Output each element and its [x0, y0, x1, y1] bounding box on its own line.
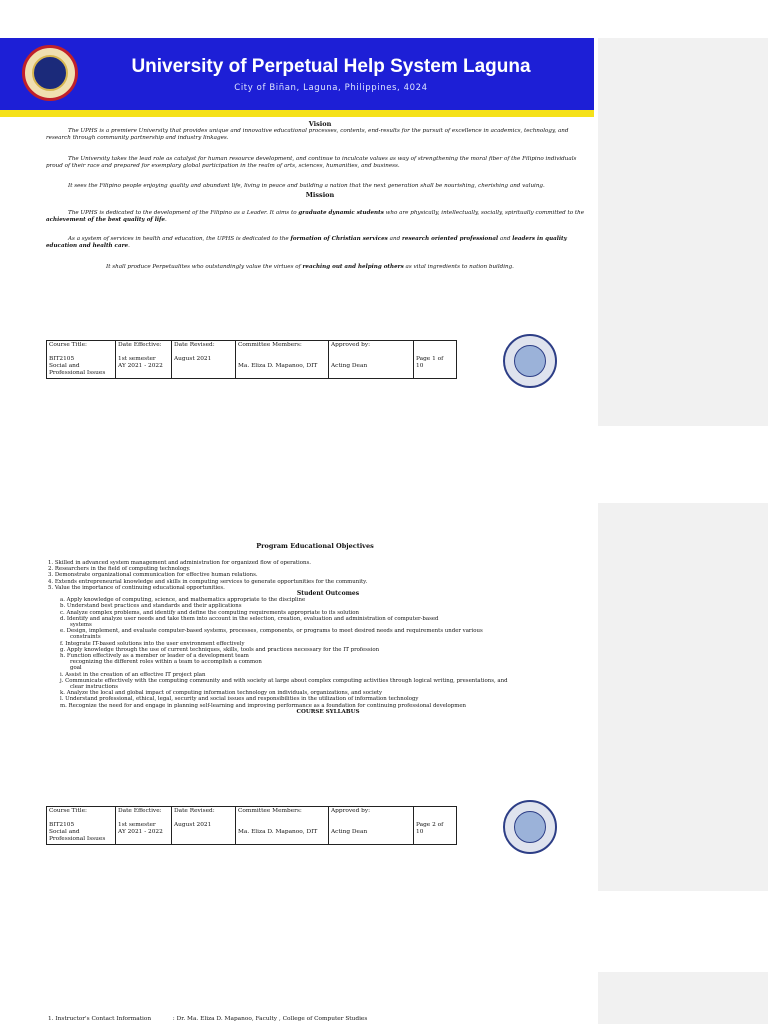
- instructor-contact-row: [48, 1016, 367, 1022]
- list-item: a. Apply knowledge of computing, science, and mathematics appropriate to the discipline: [60, 597, 306, 604]
- list-item: m. Recognize the need for and engage in planning self-learning and improving performance as a foundation for continuing professional developmen: [60, 702, 467, 709]
- list-item: 3. Demonstrate organizational communication for effective human relations.: [48, 572, 258, 579]
- list-item: goal: [70, 665, 82, 672]
- mission-paragraph-1: The UPHS is dedicated to the development of the Filipino as a Leader. It aims to graduate dynamic students who are physically, intellectually, socially, spiritually committed to the achievement of the best quality of life.: [46, 210, 585, 224]
- college-seal-icon: [503, 800, 557, 854]
- list-item: 2. Researchers in the field of computing technology.: [48, 566, 191, 573]
- mission-paragraph-2: As a system of services in health and education, the UPHS is dedicated to the formation of Christian services and research oriented professional and leaders in quality education and health care.: [46, 236, 567, 250]
- side-panel-1: [598, 38, 768, 426]
- list-item: c. Analyze complex problems, and identify and define the computing requirements appropriate to its solution: [60, 609, 360, 616]
- vision-heading: Vision: [308, 120, 332, 128]
- list-item: j. Communicate effectively with the computing community and with society at large about complex computing activities through logical writing, presentations, and: [60, 677, 508, 684]
- document-control-table-2: Course Title: BIT2105 Social and Professional Issues Date Effective: 1st semester AY 2021 - 2022 Date Revised: August 2021 Committee Members: Ma. Eliza D. Mapanoo, DIT Approved by: Acting Dean Page 2 of 10: [46, 806, 457, 845]
- list-item: 5. Value the importance of continuing educational opportunities.: [48, 584, 225, 591]
- course-syllabus-heading: COURSE SYLLABUS: [296, 708, 360, 715]
- list-item: constraints: [70, 634, 101, 641]
- list-item: i. Assist in the creation of an effective IT project plan: [60, 671, 206, 678]
- list-item: 4. Extends entrepreneurial knowledge and skills in computing services to generate opportunities for the community.: [48, 578, 368, 585]
- vision-paragraph-1: The UPHS is a premiere University that provides unique and innovative educational processes, contents, end-results for the pursuit of excellence in academics, technology, and research through community partnership and industry linkages.: [46, 128, 569, 142]
- list-item: k. Analyze the local and global impact of computing information technology on individuals, organizations, and society: [60, 690, 383, 697]
- list-item: l. Understand professional, ethical, legal, security and social issues and responsibilities in the utilization of information technology: [60, 696, 419, 703]
- list-item: systems: [70, 622, 92, 629]
- list-item: recognizing the different roles within a team to accomplish a common: [70, 659, 262, 666]
- vision-paragraph-2: The University takes the lead role as catalyst for human resource development, and continue to inculcate values as way of strengthening the moral fiber of the Filipino individuals proud of their race and prepared for exemplary global participation in the realm of arts, sciences, humanities, and business.: [46, 156, 577, 170]
- objectives-heading: Program Educational Objectives: [256, 542, 374, 550]
- list-item: g. Apply knowledge through the use of current techniques, skills, tools and practices necessary for the IT profession: [60, 646, 380, 653]
- list-item: f. Integrate IT-based solutions into the user environment effectively: [60, 640, 245, 647]
- list-item: clear instructions: [70, 684, 119, 691]
- mission-heading: Mission: [305, 191, 335, 199]
- outcomes-heading: Student Outcomes: [296, 590, 360, 598]
- instructor-contact-value: : Dr. Ma. Eliza D. Mapanoo, Faculty , College of Computer Studies: [172, 1016, 368, 1022]
- list-item: h. Function effectively as a member or leader of a development team: [60, 653, 249, 660]
- list-item: 1. Skilled in advanced system management and administration for organized flow of operations.: [48, 560, 311, 566]
- objectives-list: [48, 560, 598, 715]
- mission-paragraph-3: It shall produce Perpetualites who outstandingly value the virtues of reaching out and helping others as vital ingredients to nation building.: [106, 264, 514, 270]
- college-seal-icon: [503, 334, 557, 388]
- instructor-contact-label: 1. Instructor's Contact Information: [48, 1016, 152, 1022]
- list-item: d. Identify and analyze user needs and take them into account in the selection, creation, evaluation and administration of computer-based: [60, 615, 439, 622]
- document-control-table-1: Course Title: BIT2105 Social and Professional Issues Date Effective: 1st semester AY 2021 - 2022 Date Revised: August 2021 Committee Members: Ma. Eliza D. Mapanoo, DIT Approved by: Acting Dean Page 1 of 10: [46, 340, 457, 379]
- university-title: University of Perpetual Help System Laguna: [131, 56, 531, 77]
- university-address: City of Biñan, Laguna, Philippines, 4024: [234, 83, 428, 93]
- vision-paragraph-3: It sees the Filipino people enjoying quality and abundant life, living in peace and building a nation that the next generation shall be nourishing, cherishing and valuing.: [68, 183, 545, 189]
- list-item: b. Understand best practices and standards and their applications: [60, 603, 242, 610]
- header-gold-stripe: [0, 110, 594, 117]
- list-item: e. Design, implement, and evaluate computer-based systems, processes, components, or programs to meet desired needs and requirements under various: [60, 628, 483, 635]
- side-panel-2: [598, 503, 768, 891]
- university-seal-icon: [22, 45, 78, 101]
- side-panel-3: [598, 972, 768, 1024]
